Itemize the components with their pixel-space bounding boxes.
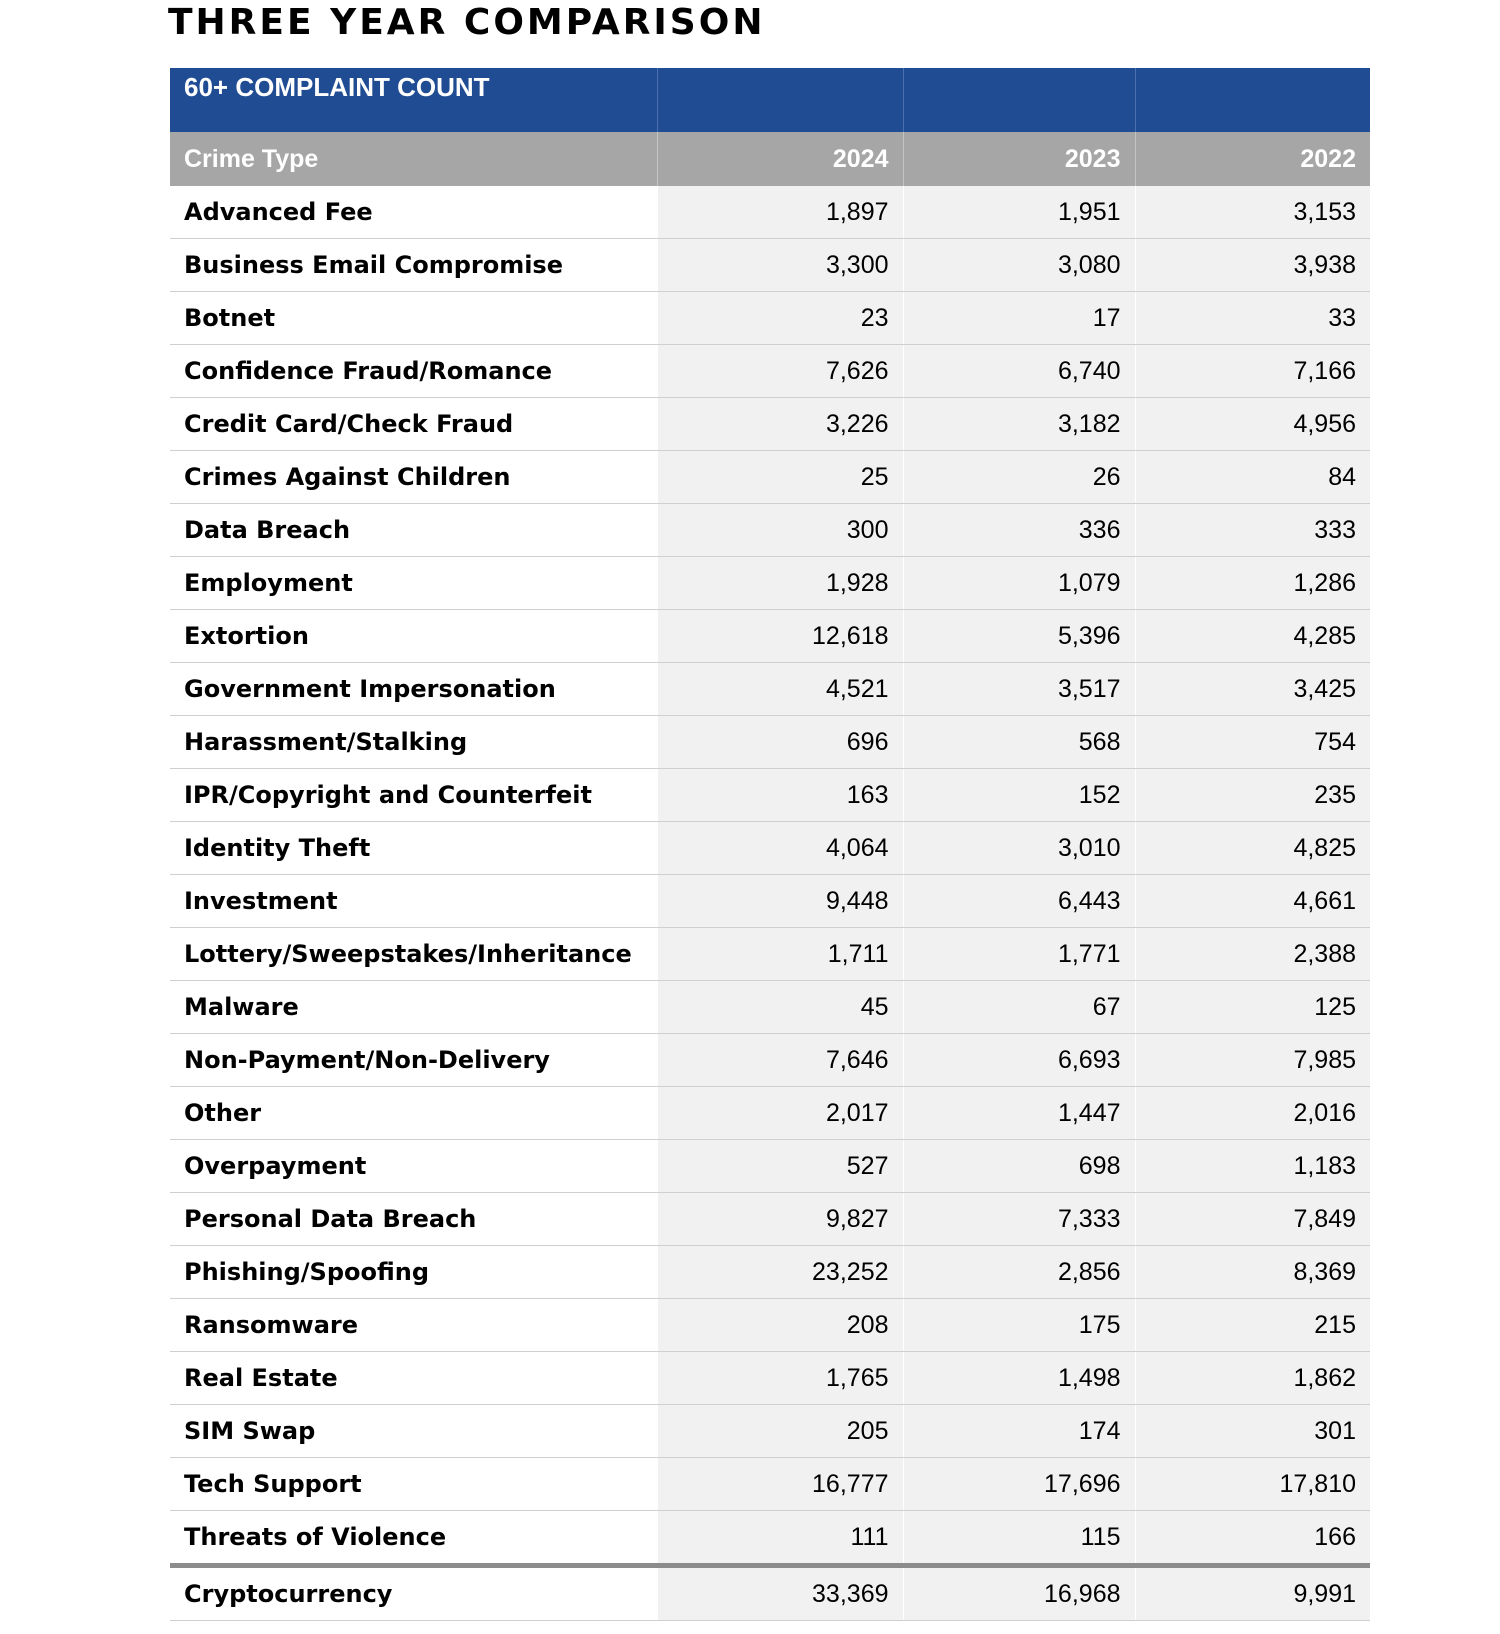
crime-type-cell: Identity Theft <box>170 822 657 875</box>
value-2023-cell: 3,517 <box>903 663 1135 716</box>
value-2024-cell: 9,448 <box>657 875 903 928</box>
crime-type-cell: Credit Card/Check Fraud <box>170 398 657 451</box>
value-2023-cell: 16,968 <box>903 1566 1135 1621</box>
value-2023-cell: 152 <box>903 769 1135 822</box>
crime-type-cell: Botnet <box>170 292 657 345</box>
value-2022-cell: 7,166 <box>1135 345 1370 398</box>
value-2022-cell: 4,956 <box>1135 398 1370 451</box>
table-header-row <box>170 132 1370 186</box>
table-row <box>170 1299 1370 1352</box>
value-2022-cell: 9,991 <box>1135 1566 1370 1621</box>
value-2022-cell: 33 <box>1135 292 1370 345</box>
value-2023-cell: 1,771 <box>903 928 1135 981</box>
value-2024-cell: 25 <box>657 451 903 504</box>
table-row <box>170 186 1370 239</box>
crime-type-cell: Cryptocurrency <box>170 1566 657 1621</box>
value-2022-cell: 17,810 <box>1135 1458 1370 1511</box>
value-2024-cell: 33,369 <box>657 1566 903 1621</box>
value-2023-cell: 67 <box>903 981 1135 1034</box>
value-2023-cell: 698 <box>903 1140 1135 1193</box>
crime-type-cell: Real Estate <box>170 1352 657 1405</box>
crime-type-cell: Other <box>170 1087 657 1140</box>
value-2023-cell: 7,333 <box>903 1193 1135 1246</box>
value-2024-cell: 111 <box>657 1511 903 1566</box>
table-row <box>170 769 1370 822</box>
value-2023-cell: 174 <box>903 1405 1135 1458</box>
crime-type-cell: Investment <box>170 875 657 928</box>
table-row <box>170 1352 1370 1405</box>
value-2024-cell: 1,897 <box>657 186 903 239</box>
value-2024-cell: 23 <box>657 292 903 345</box>
value-2022-cell: 1,862 <box>1135 1352 1370 1405</box>
value-2023-cell: 175 <box>903 1299 1135 1352</box>
crime-type-cell: Lottery/Sweepstakes/Inheritance <box>170 928 657 981</box>
table-row <box>170 292 1370 345</box>
value-2023-cell: 6,693 <box>903 1034 1135 1087</box>
value-2023-cell: 1,079 <box>903 557 1135 610</box>
table-row <box>170 663 1370 716</box>
crime-type-cell: IPR/Copyright and Counterfeit <box>170 769 657 822</box>
value-2022-cell: 333 <box>1135 504 1370 557</box>
value-2022-cell: 7,849 <box>1135 1193 1370 1246</box>
crime-type-cell: SIM Swap <box>170 1405 657 1458</box>
crime-type-cell: Data Breach <box>170 504 657 557</box>
table-total-row <box>170 1566 1370 1621</box>
value-2024-cell: 527 <box>657 1140 903 1193</box>
table-row <box>170 928 1370 981</box>
complaint-table-container <box>170 68 1370 1621</box>
value-2022-cell: 215 <box>1135 1299 1370 1352</box>
table-row <box>170 1087 1370 1140</box>
value-2024-cell: 163 <box>657 769 903 822</box>
value-2022-cell: 125 <box>1135 981 1370 1034</box>
table-band-title: 60+ COMPLAINT COUNT <box>170 68 657 132</box>
table-row <box>170 345 1370 398</box>
table-row <box>170 716 1370 769</box>
value-2022-cell: 1,286 <box>1135 557 1370 610</box>
table-band-cell <box>657 68 903 132</box>
value-2022-cell: 7,985 <box>1135 1034 1370 1087</box>
value-2023-cell: 17,696 <box>903 1458 1135 1511</box>
page-title: THREE YEAR COMPARISON <box>168 2 766 43</box>
crime-type-cell: Harassment/Stalking <box>170 716 657 769</box>
value-2023-cell: 115 <box>903 1511 1135 1566</box>
value-2024-cell: 45 <box>657 981 903 1034</box>
value-2024-cell: 23,252 <box>657 1246 903 1299</box>
value-2022-cell: 4,285 <box>1135 610 1370 663</box>
crime-type-cell: Confidence Fraud/Romance <box>170 345 657 398</box>
value-2023-cell: 26 <box>903 451 1135 504</box>
value-2024-cell: 3,300 <box>657 239 903 292</box>
header-crime-type: Crime Type <box>170 132 657 186</box>
crime-type-cell: Ransomware <box>170 1299 657 1352</box>
crime-type-cell: Extortion <box>170 610 657 663</box>
header-2023: 2023 <box>903 132 1135 186</box>
table-band-cell <box>903 68 1135 132</box>
value-2023-cell: 1,498 <box>903 1352 1135 1405</box>
table-row <box>170 610 1370 663</box>
value-2023-cell: 1,447 <box>903 1087 1135 1140</box>
crime-type-cell: Business Email Compromise <box>170 239 657 292</box>
table-row <box>170 1405 1370 1458</box>
header-2022: 2022 <box>1135 132 1370 186</box>
table-row <box>170 981 1370 1034</box>
value-2022-cell: 4,661 <box>1135 875 1370 928</box>
value-2022-cell: 84 <box>1135 451 1370 504</box>
crime-type-cell: Overpayment <box>170 1140 657 1193</box>
table-row <box>170 1458 1370 1511</box>
crime-type-cell: Phishing/Spoofing <box>170 1246 657 1299</box>
value-2022-cell: 4,825 <box>1135 822 1370 875</box>
table-band-cell <box>1135 68 1370 132</box>
table-row <box>170 398 1370 451</box>
value-2024-cell: 208 <box>657 1299 903 1352</box>
table-row <box>170 1246 1370 1299</box>
value-2023-cell: 3,010 <box>903 822 1135 875</box>
value-2024-cell: 16,777 <box>657 1458 903 1511</box>
value-2023-cell: 336 <box>903 504 1135 557</box>
value-2023-cell: 1,951 <box>903 186 1135 239</box>
table-band-row <box>170 68 1370 132</box>
header-2024: 2024 <box>657 132 903 186</box>
crime-type-cell: Threats of Violence <box>170 1511 657 1566</box>
value-2023-cell: 5,396 <box>903 610 1135 663</box>
value-2024-cell: 4,064 <box>657 822 903 875</box>
value-2024-cell: 9,827 <box>657 1193 903 1246</box>
crime-type-cell: Advanced Fee <box>170 186 657 239</box>
crime-type-cell: Crimes Against Children <box>170 451 657 504</box>
value-2023-cell: 17 <box>903 292 1135 345</box>
value-2024-cell: 1,711 <box>657 928 903 981</box>
value-2024-cell: 3,226 <box>657 398 903 451</box>
value-2024-cell: 696 <box>657 716 903 769</box>
value-2024-cell: 1,765 <box>657 1352 903 1405</box>
value-2023-cell: 2,856 <box>903 1246 1135 1299</box>
value-2022-cell: 3,425 <box>1135 663 1370 716</box>
table-row <box>170 451 1370 504</box>
value-2024-cell: 2,017 <box>657 1087 903 1140</box>
value-2024-cell: 12,618 <box>657 610 903 663</box>
table-row <box>170 875 1370 928</box>
crime-type-cell: Tech Support <box>170 1458 657 1511</box>
value-2023-cell: 6,443 <box>903 875 1135 928</box>
table-row <box>170 1140 1370 1193</box>
value-2022-cell: 3,938 <box>1135 239 1370 292</box>
value-2024-cell: 4,521 <box>657 663 903 716</box>
value-2022-cell: 8,369 <box>1135 1246 1370 1299</box>
value-2022-cell: 2,016 <box>1135 1087 1370 1140</box>
value-2022-cell: 1,183 <box>1135 1140 1370 1193</box>
table-row <box>170 1193 1370 1246</box>
value-2024-cell: 300 <box>657 504 903 557</box>
crime-type-cell: Government Impersonation <box>170 663 657 716</box>
value-2023-cell: 3,182 <box>903 398 1135 451</box>
crime-type-cell: Personal Data Breach <box>170 1193 657 1246</box>
table-row <box>170 1511 1370 1566</box>
crime-type-cell: Employment <box>170 557 657 610</box>
value-2024-cell: 205 <box>657 1405 903 1458</box>
value-2022-cell: 3,153 <box>1135 186 1370 239</box>
crime-type-cell: Malware <box>170 981 657 1034</box>
value-2023-cell: 3,080 <box>903 239 1135 292</box>
table-row <box>170 239 1370 292</box>
table-row <box>170 504 1370 557</box>
value-2022-cell: 754 <box>1135 716 1370 769</box>
complaint-count-table <box>170 68 1370 1621</box>
table-row <box>170 557 1370 610</box>
crime-type-cell: Non-Payment/Non-Delivery <box>170 1034 657 1087</box>
table-row <box>170 822 1370 875</box>
value-2024-cell: 7,626 <box>657 345 903 398</box>
value-2024-cell: 1,928 <box>657 557 903 610</box>
value-2023-cell: 568 <box>903 716 1135 769</box>
value-2022-cell: 2,388 <box>1135 928 1370 981</box>
value-2022-cell: 235 <box>1135 769 1370 822</box>
value-2022-cell: 166 <box>1135 1511 1370 1566</box>
value-2023-cell: 6,740 <box>903 345 1135 398</box>
table-row <box>170 1034 1370 1087</box>
value-2022-cell: 301 <box>1135 1405 1370 1458</box>
value-2024-cell: 7,646 <box>657 1034 903 1087</box>
